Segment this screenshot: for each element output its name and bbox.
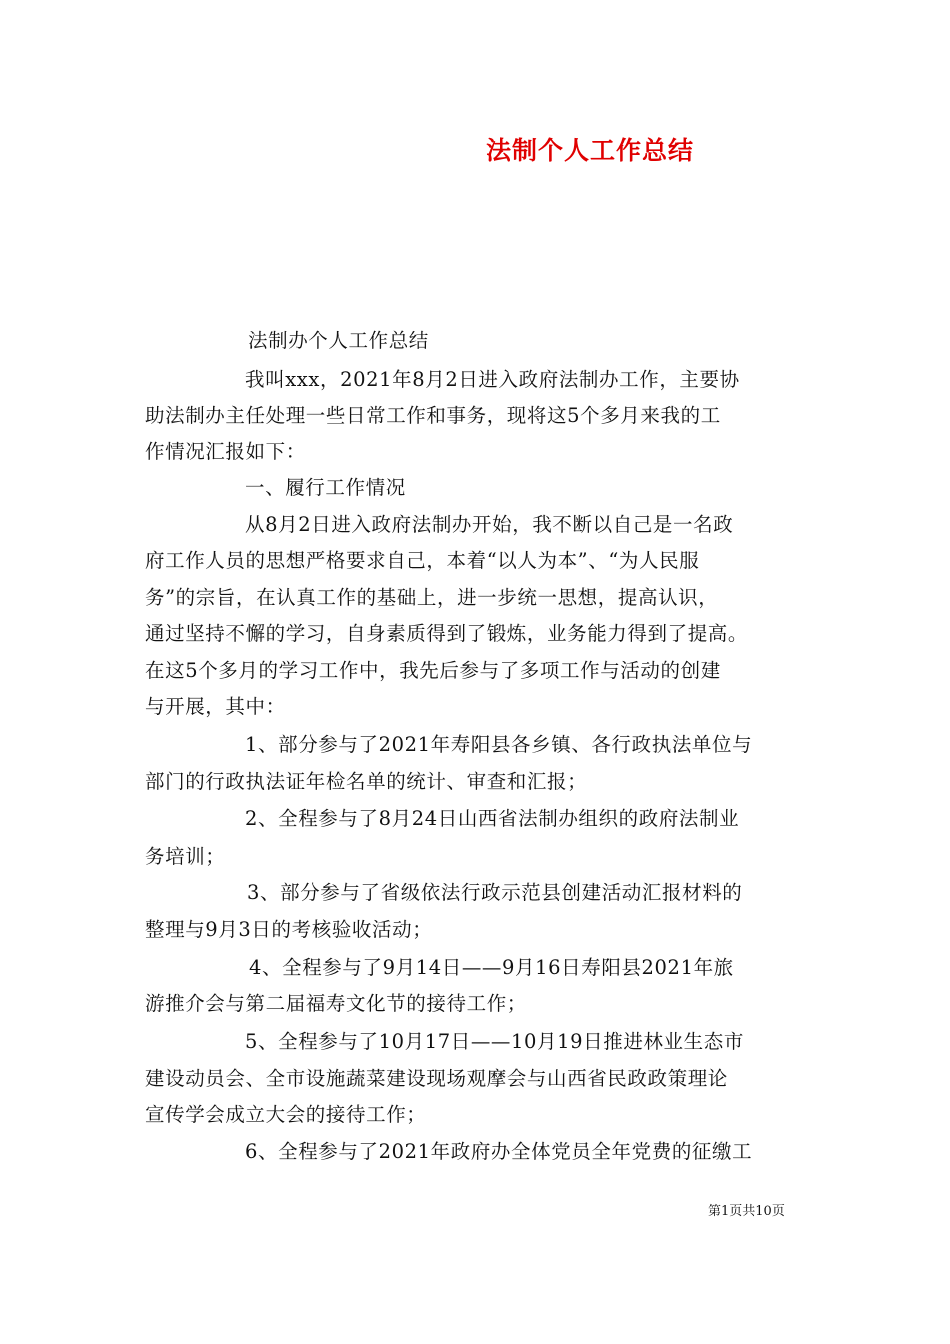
body-line: 通过坚持不懈的学习，自身素质得到了锻炼，业务能力得到了提高。 xyxy=(145,622,749,645)
body-line: 助法制办主任处理一些日常工作和事务，现将这5个多月来我的工 xyxy=(145,404,721,427)
body-line: 务”的宗旨，在认真工作的基础上，进一步统一思想，提高认识， xyxy=(145,586,719,609)
section-heading: 一、履行工作情况 xyxy=(245,476,406,499)
list-item-line: 游推介会与第二届福寿文化节的接待工作； xyxy=(145,992,527,1015)
list-item-line: 务培训； xyxy=(145,845,226,868)
list-item-line: 4、全程参与了9月14日——9月16日寿阳县2021年旅 xyxy=(249,956,734,979)
list-item-line: 6、全程参与了2021年政府办全体党员全年党费的征缴工 xyxy=(245,1140,753,1163)
list-item-line: 3、部分参与了省级依法行政示范县创建活动汇报材料的 xyxy=(247,881,743,904)
body-heading: 法制办个人工作总结 xyxy=(248,329,429,352)
body-line: 作情况汇报如下： xyxy=(145,440,306,463)
body-line: 从8月2日进入政府法制办开始，我不断以自己是一名政 xyxy=(245,513,734,536)
list-item-line: 宣传学会成立大会的接待工作； xyxy=(145,1103,427,1126)
list-item-line: 部门的行政执法证年检名单的统计、审查和汇报； xyxy=(145,770,588,793)
body-line: 在这5个多月的学习工作中，我先后参与了多项工作与活动的创建 xyxy=(145,659,721,682)
list-item-line: 整理与9月3日的考核验收活动； xyxy=(145,918,433,941)
body-line: 与开展，其中： xyxy=(145,695,286,718)
list-item-line: 建设动员会、全市设施蔬菜建设现场观摩会与山西省民政政策理论 xyxy=(145,1067,728,1090)
list-item-line: 1、部分参与了2021年寿阳县各乡镇、各行政执法单位与 xyxy=(245,733,753,756)
body-line: 我叫xxx，2021年8月2日进入政府法制办工作，主要协 xyxy=(245,368,740,391)
page-number: 第1页共10页 xyxy=(708,1204,785,1219)
list-item-line: 5、全程参与了10月17日——10月19日推进林业生态市 xyxy=(245,1030,744,1053)
list-item-line: 2、全程参与了8月24日山西省法制办组织的政府法制业 xyxy=(245,807,740,830)
body-line: 府工作人员的思想严格要求自己，本着“以人为本”、“为人民服 xyxy=(145,549,700,572)
document-title: 法制个人工作总结 xyxy=(485,136,694,165)
